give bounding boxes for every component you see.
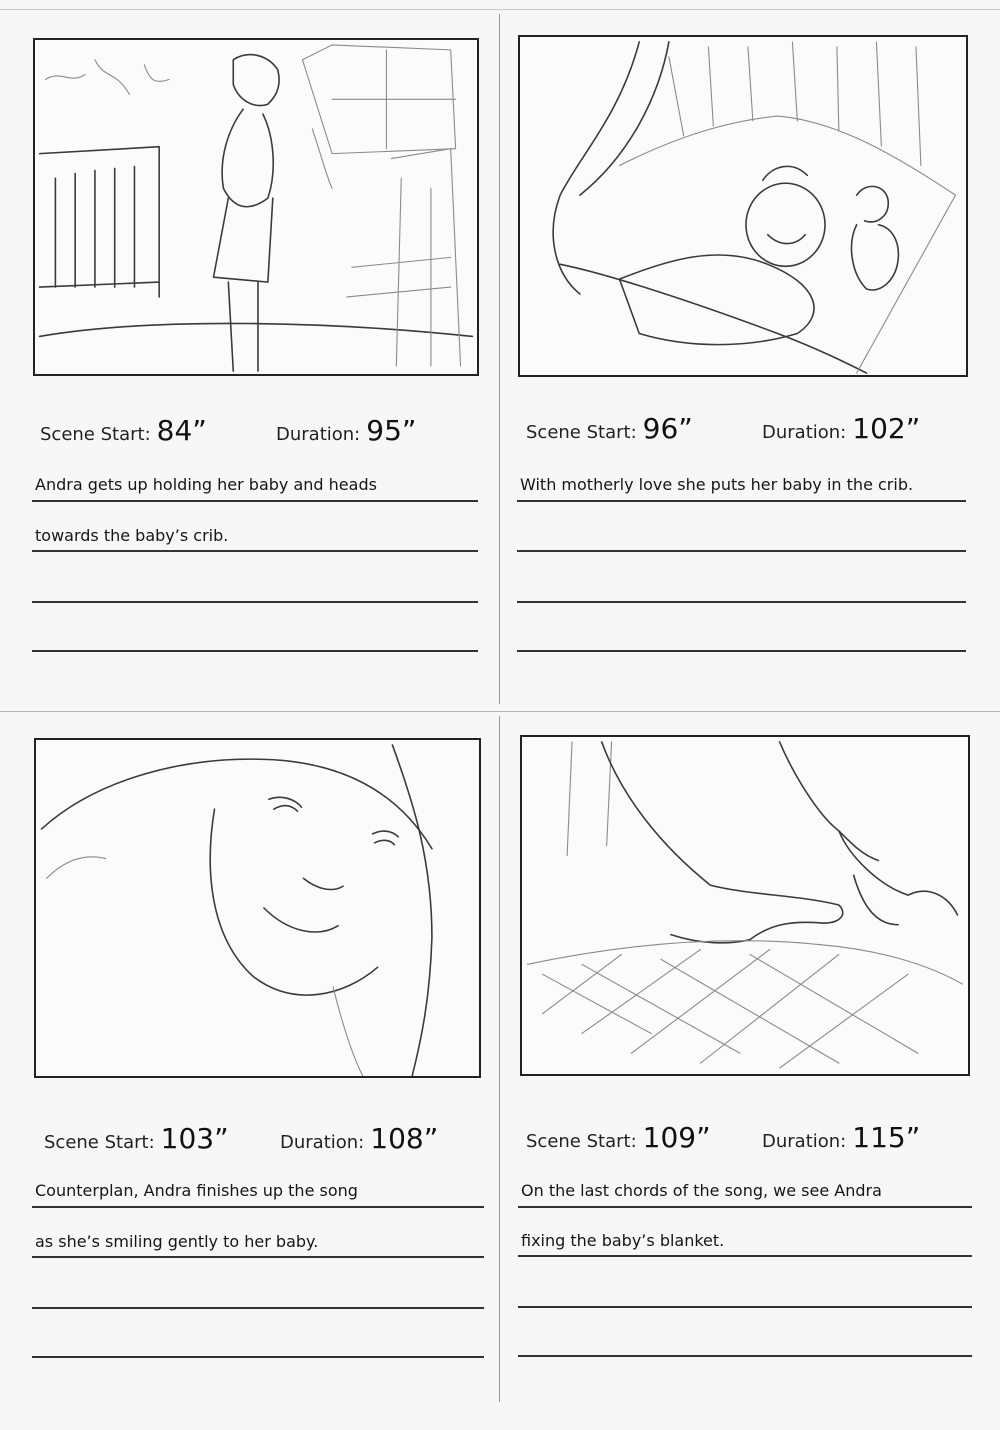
writing-line bbox=[518, 1255, 972, 1257]
duration-value: 115” bbox=[852, 1121, 921, 1154]
writing-line bbox=[517, 550, 966, 552]
duration-value: 95” bbox=[366, 414, 417, 447]
writing-line bbox=[32, 1307, 484, 1309]
duration-4 bbox=[762, 1121, 920, 1154]
page-top-rule bbox=[0, 9, 1000, 10]
sketch-frame-4 bbox=[520, 735, 970, 1076]
sketch-baby-in-crib bbox=[520, 37, 966, 375]
scene-start-label: Scene Start: bbox=[44, 1132, 155, 1153]
sketch-frame-1 bbox=[33, 38, 479, 376]
writing-line bbox=[32, 601, 478, 603]
scene-start-label: Scene Start: bbox=[526, 1131, 637, 1152]
duration-label: Duration: bbox=[280, 1132, 365, 1153]
scene-start-value: 109” bbox=[642, 1121, 711, 1154]
sketch-nursery-mother-holding-baby bbox=[35, 40, 477, 374]
writing-line bbox=[32, 500, 478, 502]
scene-start-2 bbox=[526, 412, 693, 445]
writing-line bbox=[518, 1206, 972, 1208]
description-line-4-2: fixing the baby’s blanket. bbox=[521, 1231, 725, 1250]
writing-line bbox=[517, 650, 966, 652]
writing-line bbox=[32, 1206, 484, 1208]
description-line-3-2: as she’s smiling gently to her baby. bbox=[35, 1232, 319, 1251]
column-divider-bottom bbox=[499, 716, 500, 1402]
duration-2 bbox=[762, 412, 920, 445]
writing-line bbox=[32, 650, 478, 652]
writing-line bbox=[517, 601, 966, 603]
duration-1 bbox=[276, 414, 416, 447]
scene-start-1 bbox=[40, 414, 207, 447]
scene-start-4 bbox=[526, 1121, 711, 1154]
duration-3 bbox=[280, 1122, 438, 1155]
writing-line bbox=[32, 1356, 484, 1358]
scene-start-label: Scene Start: bbox=[40, 424, 151, 445]
writing-line bbox=[32, 1256, 484, 1258]
duration-label: Duration: bbox=[762, 422, 847, 443]
scene-start-label: Scene Start: bbox=[526, 422, 637, 443]
description-line-1-1: Andra gets up holding her baby and heads bbox=[35, 475, 377, 494]
sketch-hands-fixing-blanket bbox=[522, 737, 968, 1074]
writing-line bbox=[518, 1306, 972, 1308]
description-line-2-1: With motherly love she puts her baby in the crib. bbox=[520, 475, 914, 494]
duration-label: Duration: bbox=[276, 424, 361, 445]
sketch-mother-smiling-closeup bbox=[36, 740, 479, 1076]
scene-start-value: 96” bbox=[642, 412, 693, 445]
column-divider-top bbox=[499, 14, 500, 704]
description-line-3-1: Counterplan, Andra finishes up the song bbox=[35, 1181, 358, 1200]
scene-start-value: 84” bbox=[156, 414, 207, 447]
sketch-frame-2 bbox=[518, 35, 968, 377]
description-line-4-1: On the last chords of the song, we see Andra bbox=[521, 1181, 882, 1200]
description-line-1-2: towards the baby’s crib. bbox=[35, 526, 229, 545]
scene-start-value: 103” bbox=[160, 1122, 229, 1155]
writing-line bbox=[518, 1355, 972, 1357]
duration-value: 108” bbox=[370, 1122, 439, 1155]
row-divider bbox=[0, 711, 1000, 712]
writing-line bbox=[517, 500, 966, 502]
writing-line bbox=[32, 550, 478, 552]
scene-start-3 bbox=[44, 1122, 229, 1155]
duration-value: 102” bbox=[852, 412, 921, 445]
sketch-frame-3 bbox=[34, 738, 481, 1078]
duration-label: Duration: bbox=[762, 1131, 847, 1152]
